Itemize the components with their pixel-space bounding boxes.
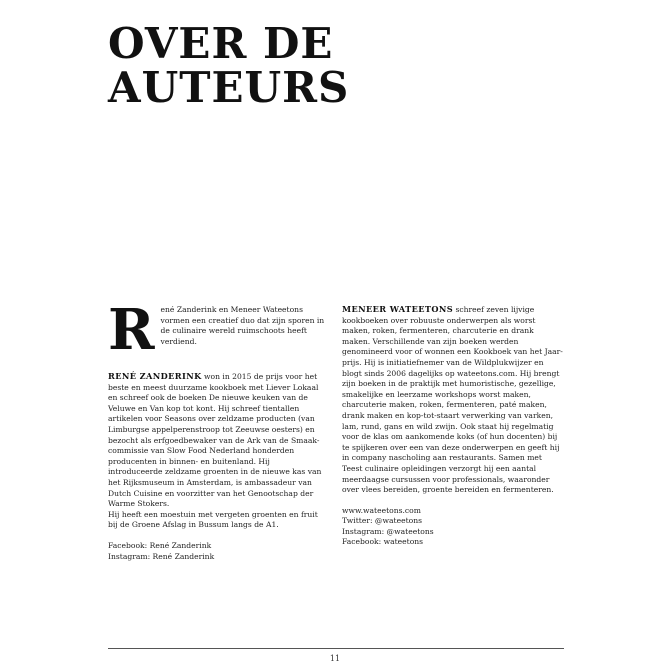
rene-instagram: Instagram: René Zanderink	[108, 551, 215, 561]
left-column	[108, 297, 326, 562]
footer-divider	[108, 648, 564, 649]
intro-paragraph	[108, 297, 326, 363]
page-title	[108, 19, 428, 112]
title-line-1: OVER DE	[108, 19, 334, 68]
title-line-2: AUTEURS	[108, 63, 350, 112]
rene-bio-paragraph	[108, 371, 326, 510]
rene-bio: won in 2015 de prijs voor het beste en meest duurzame kookboek met Liever Lokaal en schreef ook de boeken De nieuwe keuken van de Veluwe en Van kop tot kont. Hij schreef tientallen artikelen voor Seasons over zeldzame producten (van Limburgse appelperenstroop tot Zeeuwse oesters) en bezocht als erfgoedbewaker van de Ark van de Smaak-commissie van Slow Food Nederland honderden producenten in binnen- en buitenland. Hij introduceerde zeldzame groenten in de nieuwe kas van het Rijksmuseum in Amsterdam, is ambassadeur van Dutch Cuisine en voorzitter van het Genootschap der Warme Stokers.	[108, 372, 322, 509]
meneer-name: MENEER WATEETONS	[342, 304, 454, 314]
drop-cap: R	[108, 297, 155, 363]
right-column	[342, 304, 564, 548]
meneer-bio-paragraph	[342, 304, 564, 496]
intro-text: ené Zanderink en Meneer Wateetons vormen een creatief duo dat zijn sporen in de culinaire wereld ruimschoots heeft verdiend.	[160, 305, 325, 346]
rene-bio-2: Hij heeft een moestuin met vergeten groenten en fruit bij de Groene Afslag in Bussum langs de A1.	[108, 509, 318, 530]
rene-name: RENÉ ZANDERINK	[108, 371, 202, 381]
meneer-facebook: Facebook: wateetons	[342, 537, 424, 547]
meneer-twitter: Twitter: @wateetons	[342, 516, 422, 526]
meneer-instagram: Instagram: @wateetons	[342, 526, 434, 536]
page-number: 11	[329, 654, 341, 663]
rene-facebook: Facebook: René Zanderink	[108, 540, 212, 550]
meneer-website: www.wateetons.com	[342, 505, 421, 515]
meneer-bio: schreef zeven lijvige kookboeken over robuuste onderwerpen als worst maken, roken, fermenteren, charcuterie en drank maken. Verschillende van zijn boeken werden genomineerd voor of wonnen een Kookboek van het Jaar-prijs. Hij is initiatiefnemer van de Wildplukwijzer en blogt sinds 2006 dagelijks op wateetons.com. Hij brengt zijn boeken in de praktijk met humoristische, gezellige, smakelijke en leerzame workshops worst maken, charcuterie maken, roken, fermenteren, paté maken, drank maken en kop-tot-staart verwerking van varken, lam, rund, gans en wild zwijn. Ook staat hij regelmatig voor de klas om aankomende koks (of hun docenten) bij te spijkeren over een van deze onderwerpen en geeft hij in company nascholing aan restaurants. Samen met Teest culinaire opleidingen verzorgt hij een aantal meerdaagse cursussen voor professionals, waaronder over vlees bereiden, groente bereiden en fermenteren.	[342, 305, 563, 495]
